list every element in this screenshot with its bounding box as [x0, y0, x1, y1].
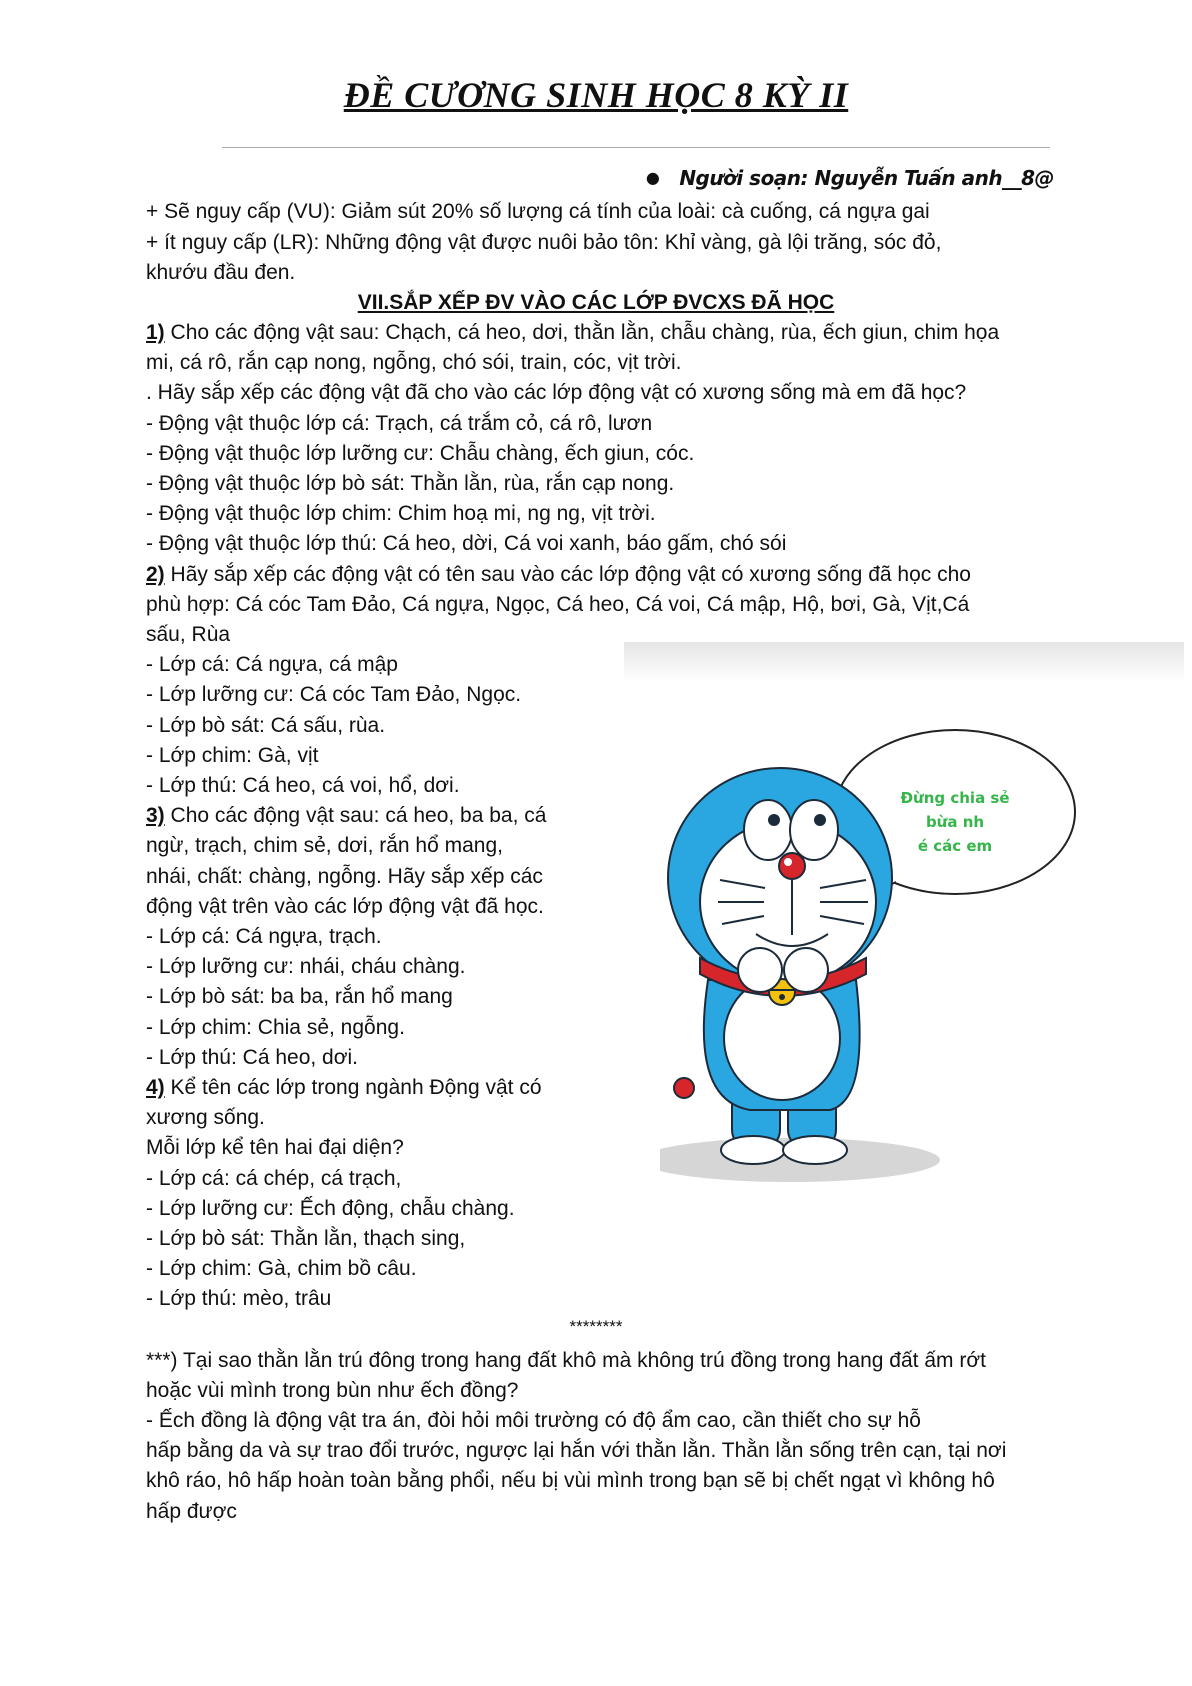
text-line: nhái, chất: chàng, ngỗng. Hãy sắp xếp các [146, 865, 543, 888]
text-line: Mỗi lớp kể tên hai đại diện? [146, 1136, 404, 1159]
text-line: + ít nguy cấp (LR): Những động vật được nuôi bảo tôn: Khỉ vàng, gà lội trăng, sóc đỏ, [146, 231, 942, 254]
question-line: 1) Cho các động vật sau: Chạch, cá heo, dơi, thằn lằn, chẫu chàng, rùa, ếch giun, chim họa [146, 321, 1000, 344]
text-line: - Lớp cá: cá chép, cá trạch, [146, 1167, 402, 1190]
text-line: khướu đầu đen. [146, 261, 296, 284]
question-line: 3) Cho các động vật sau: cá heo, ba ba, cá [146, 804, 547, 827]
question-number: 3) [146, 804, 165, 827]
question-line: 4) Kể tên các lớp trong ngành Động vật có [146, 1076, 542, 1099]
text-line: - Lớp bò sát: ba ba, rắn hổ mang [146, 985, 453, 1008]
text-line: - Động vật thuộc lớp bò sát: Thằn lằn, rùa, rắn cạp nong. [146, 472, 675, 495]
text-line: hấp được [146, 1500, 237, 1523]
text-line: - Lớp bò sát: Thằn lằn, thạch sing, [146, 1227, 466, 1250]
text-line: - Động vật thuộc lớp cá: Trạch, cá trắm cỏ, cá rô, lươn [146, 412, 653, 435]
text-line: - Lớp bò sát: Cá sấu, rùa. [146, 714, 386, 737]
text-line: mi, cá rô, rắn cạp nong, ngỗng, chó sói, train, cóc, vịt trời. [146, 351, 682, 374]
text-line: - Lớp chim: Chia sẻ, ngỗng. [146, 1016, 405, 1039]
author-name: Người soạn: Nguyễn Tuấn anh__8@ [679, 166, 1054, 190]
title-divider [222, 147, 1050, 148]
text-line: - Lớp thú: Cá heo, dơi. [146, 1046, 358, 1069]
question-line: 2) Hãy sắp xếp các động vật có tên sau vào các lớp động vật có xương sống đã học cho [146, 563, 971, 586]
text-line: hấp bằng da và sự trao đổi trước, ngược lại hắn với thằn lằn. Thằn lằn sống trên cạn, tại nơi [146, 1439, 1007, 1462]
bullet-icon: ● [645, 168, 660, 187]
text-line: - Lớp cá: Cá ngựa, cá mập [146, 653, 398, 676]
text-line: ngừ, trạch, chim sẻ, dơi, rắn hổ mang, [146, 834, 503, 857]
text-line: xương sống. [146, 1106, 265, 1129]
question-number: 4) [146, 1076, 165, 1099]
text-line: - Lớp lưỡng cư: nhái, cháu chàng. [146, 955, 466, 978]
text-line: - Lớp thú: Cá heo, cá voi, hổ, dơi. [146, 774, 460, 797]
question-number: 1) [146, 321, 165, 344]
text-line: - Lớp lưỡng cư: Ếch động, chẫu chàng. [146, 1197, 515, 1220]
text-line: . Hãy sắp xếp các động vật đã cho vào các lớp động vật có xương sống mà em đã học? [146, 381, 967, 404]
text-line: động vật trên vào các lớp động vật đã học. [146, 895, 544, 918]
text-line: - Ếch đồng là động vật tra án, đòi hỏi môi trường có độ ẩm cao, cần thiết cho sự hỗ [146, 1409, 921, 1432]
text-line: ***) Tại sao thằn lằn trú đông trong hang đất khô mà không trú đồng trong hang đất ấm rớt [146, 1349, 986, 1372]
question-number: 2) [146, 563, 165, 586]
author-line [646, 166, 1054, 190]
document-title: ĐỀ CƯƠNG SINH HỌC 8 KỲ II [343, 75, 849, 115]
speech-bubble-text: Đừng chia sẻ bừa nh é các em [900, 789, 1010, 855]
text-line: - Động vật thuộc lớp thú: Cá heo, dời, Cá voi xanh, báo gấm, chó sói [146, 532, 787, 555]
separator: ******** [569, 1317, 623, 1336]
section-heading: VII.SẮP XẾP ĐV VÀO CÁC LỚP ĐVCXS ĐÃ HỌC [357, 291, 835, 314]
text-line: sấu, Rùa [146, 623, 231, 646]
text-line: phù hợp: Cá cóc Tam Đảo, Cá ngựa, Ngọc, Cá heo, Cá voi, Cá mập, Hộ, bơi, Gà, Vịt,Cá [146, 593, 970, 616]
text-line: - Lớp chim: Gà, vịt [146, 744, 319, 767]
text-line: - Lớp chim: Gà, chim bồ câu. [146, 1257, 417, 1280]
text-line: - Động vật thuộc lớp lưỡng cư: Chẫu chàng, ếch giun, cóc. [146, 442, 695, 465]
text-line: + Sẽ nguy cấp (VU): Giảm sút 20% số lượng cá tính của loài: cà cuống, cá ngựa gai [146, 200, 930, 223]
image-shadow [624, 642, 1184, 682]
text-line: khô ráo, hô hấp hoàn toàn bằng phổi, nếu bị vùi mình trong bạn sẽ bị chết ngạt vì không hô [146, 1469, 995, 1492]
text-line: - Lớp thú: mèo, trâu [146, 1287, 332, 1310]
text-line: - Lớp cá: Cá ngựa, trạch. [146, 925, 382, 948]
text-line: hoặc vùi mình trong bùn như ếch đồng? [146, 1379, 519, 1402]
text-line: - Động vật thuộc lớp chim: Chim hoạ mi, ng ng, vịt trời. [146, 502, 656, 525]
text-line: - Lớp lưỡng cư: Cá cóc Tam Đảo, Ngọc. [146, 683, 522, 706]
